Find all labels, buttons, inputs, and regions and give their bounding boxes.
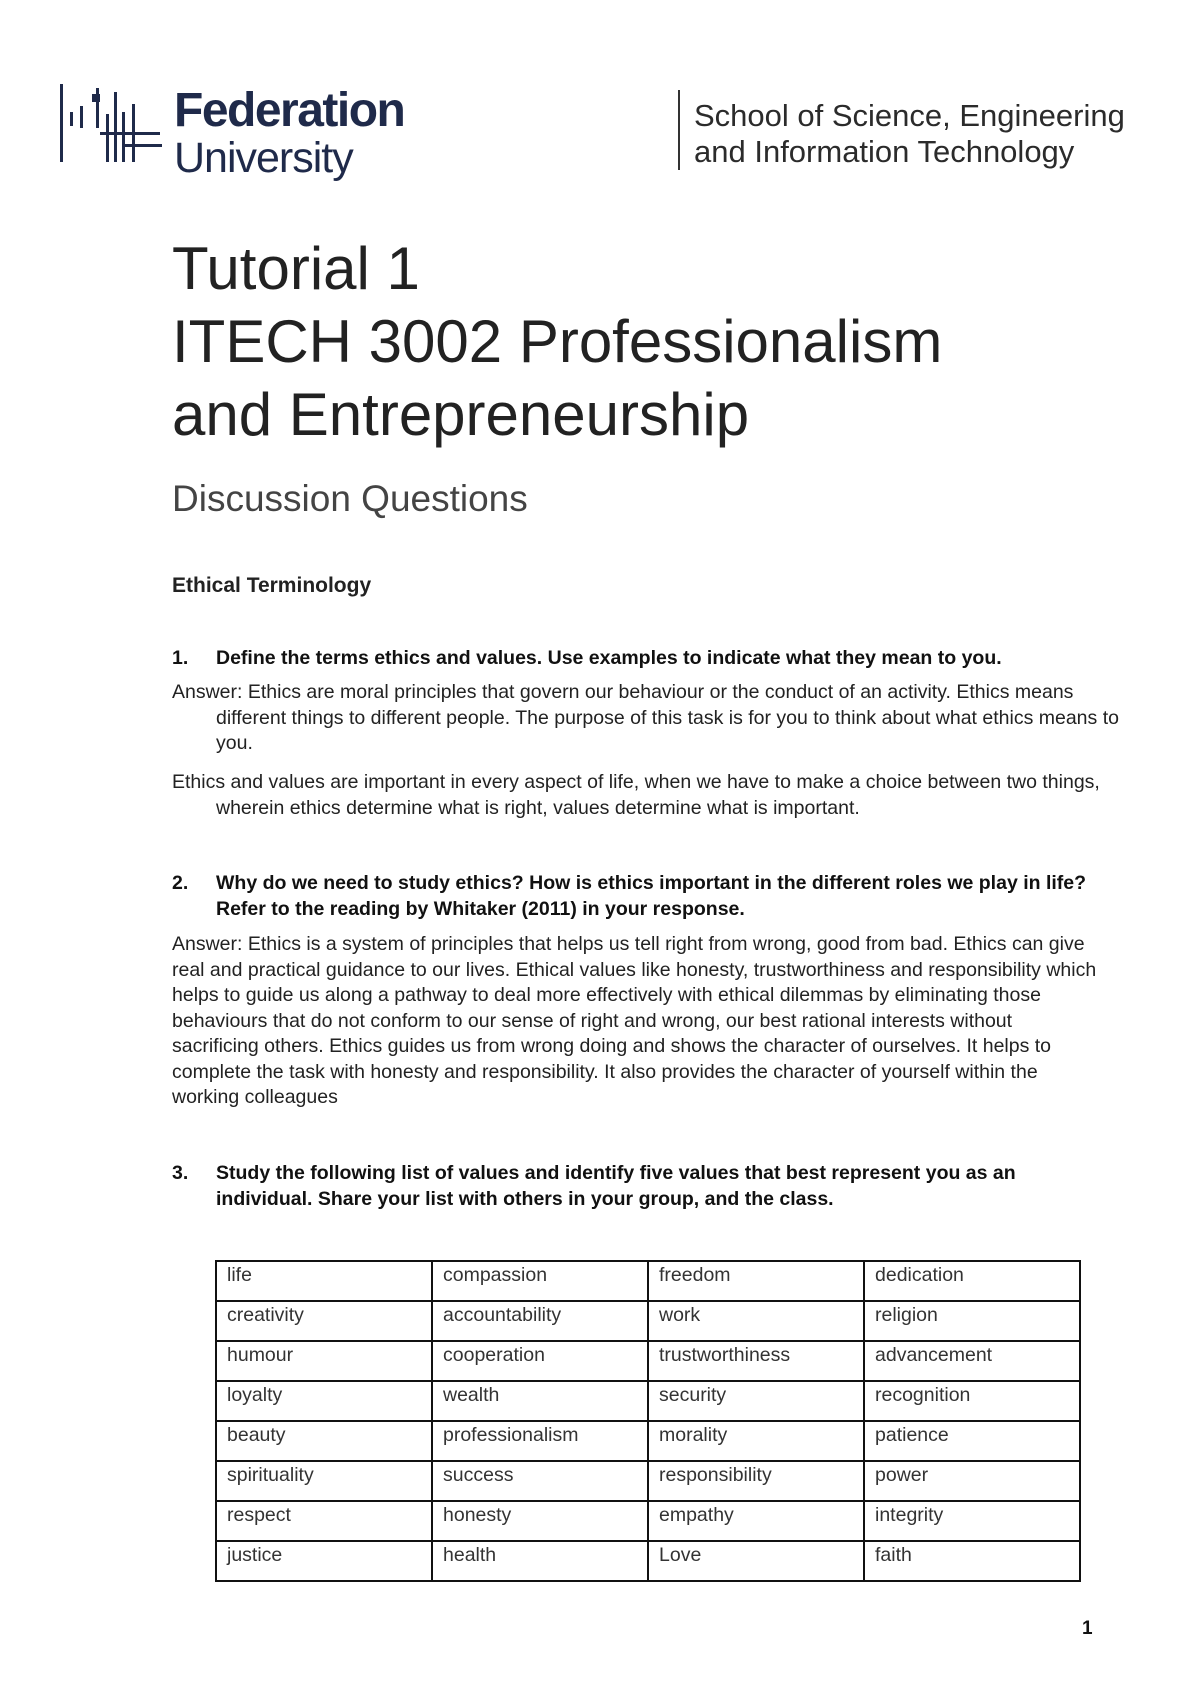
- table-cell: justice: [216, 1541, 432, 1581]
- question-2: [172, 870, 1092, 922]
- question-number: 2.: [172, 872, 189, 894]
- title-line3: and Entrepreneurship: [172, 381, 750, 448]
- question-3: [172, 1160, 1092, 1212]
- question-text: Study the following list of values and identify five values that best represent you as an individual. Share your list with others in your group, and the class.: [216, 1162, 1016, 1210]
- table-cell: health: [432, 1541, 648, 1581]
- logo-wordmark: [174, 86, 404, 180]
- table-cell: trustworthiness: [648, 1341, 864, 1381]
- table-row: [216, 1341, 1080, 1381]
- question-number: 3.: [172, 1162, 189, 1184]
- table-cell: success: [432, 1461, 648, 1501]
- title-line2: ITECH 3002 Professionalism: [172, 308, 943, 375]
- table-cell: cooperation: [432, 1341, 648, 1381]
- table-cell: freedom: [648, 1261, 864, 1301]
- table-cell: empathy: [648, 1501, 864, 1541]
- table-row: [216, 1421, 1080, 1461]
- section-heading: Ethical Terminology: [172, 574, 372, 597]
- table-cell: religion: [864, 1301, 1080, 1341]
- table-cell: recognition: [864, 1381, 1080, 1421]
- table-row: [216, 1301, 1080, 1341]
- title-line1: Tutorial 1: [172, 235, 420, 302]
- table-cell: life: [216, 1261, 432, 1301]
- table-cell: integrity: [864, 1501, 1080, 1541]
- table-cell: faith: [864, 1541, 1080, 1581]
- question-number: 1.: [172, 647, 189, 669]
- table-cell: Love: [648, 1541, 864, 1581]
- federation-logo-mark-icon: [60, 84, 170, 174]
- table-cell: spirituality: [216, 1461, 432, 1501]
- table-cell: creativity: [216, 1301, 432, 1341]
- table-cell: wealth: [432, 1381, 648, 1421]
- table-cell: respect: [216, 1501, 432, 1541]
- values-table: [215, 1260, 1081, 1582]
- table-cell: dedication: [864, 1261, 1080, 1301]
- table-cell: humour: [216, 1341, 432, 1381]
- answer-paragraph: Answer: Ethics is a system of principles that helps us tell right from wrong, good from bad. Ethics can give real and practical guidance to our lives. Ethical values like honesty, trustworthiness and responsibility which helps to guide us along a pathway to deal more effectively with ethical dilemmas by eliminating those behaviours that do not conform to our sense of right and wrong, our best rational interests without sacrificing others. Ethics guides us from wrong doing and shows the character of ourselves. It helps to complete the task with honesty and responsibility. It also provides the character of yourself within the working colleagues: [172, 933, 1097, 1108]
- table-row: [216, 1381, 1080, 1421]
- table-row: [216, 1261, 1080, 1301]
- answer-paragraph: Ethics and values are important in every aspect of life, when we have to make a choice between two things, wherein ethics determine what is right, values determine what is important.: [172, 771, 1100, 819]
- table-cell: advancement: [864, 1341, 1080, 1381]
- school-name-line1: School of Science, Engineering: [694, 98, 1125, 133]
- header-divider: [678, 90, 680, 170]
- table-row: [216, 1541, 1080, 1581]
- table-cell: work: [648, 1301, 864, 1341]
- question-1: [172, 645, 1092, 671]
- table-cell: morality: [648, 1421, 864, 1461]
- table-cell: power: [864, 1461, 1080, 1501]
- table-cell: patience: [864, 1421, 1080, 1461]
- table-cell: responsibility: [648, 1461, 864, 1501]
- school-name: [694, 98, 1125, 170]
- table-cell: compassion: [432, 1261, 648, 1301]
- document-title: [172, 232, 942, 451]
- table-row: [216, 1461, 1080, 1501]
- page-number: 1: [1082, 1618, 1093, 1639]
- question-text: Define the terms ethics and values. Use examples to indicate what they mean to you.: [216, 647, 1002, 669]
- table-cell: loyalty: [216, 1381, 432, 1421]
- table-cell: security: [648, 1381, 864, 1421]
- logo-federation-text: Federation: [174, 84, 405, 137]
- question-text: Why do we need to study ethics? How is ethics important in the different roles we play in life? Refer to the reading by Whitaker (2011) in your response.: [216, 872, 1087, 920]
- university-logo: [60, 84, 440, 184]
- table-cell: honesty: [432, 1501, 648, 1541]
- table-cell: beauty: [216, 1421, 432, 1461]
- answer-paragraph: Answer: Ethics are moral principles that govern our behaviour or the conduct of an activity. Ethics means different things to different people. The purpose of this task is for you to think about what ethics means to you.: [172, 681, 1119, 754]
- document-subtitle: Discussion Questions: [172, 478, 528, 519]
- table-cell: accountability: [432, 1301, 648, 1341]
- school-name-line2: and Information Technology: [694, 134, 1075, 169]
- logo-university-text: University: [174, 134, 353, 182]
- table-row: [216, 1501, 1080, 1541]
- table-cell: professionalism: [432, 1421, 648, 1461]
